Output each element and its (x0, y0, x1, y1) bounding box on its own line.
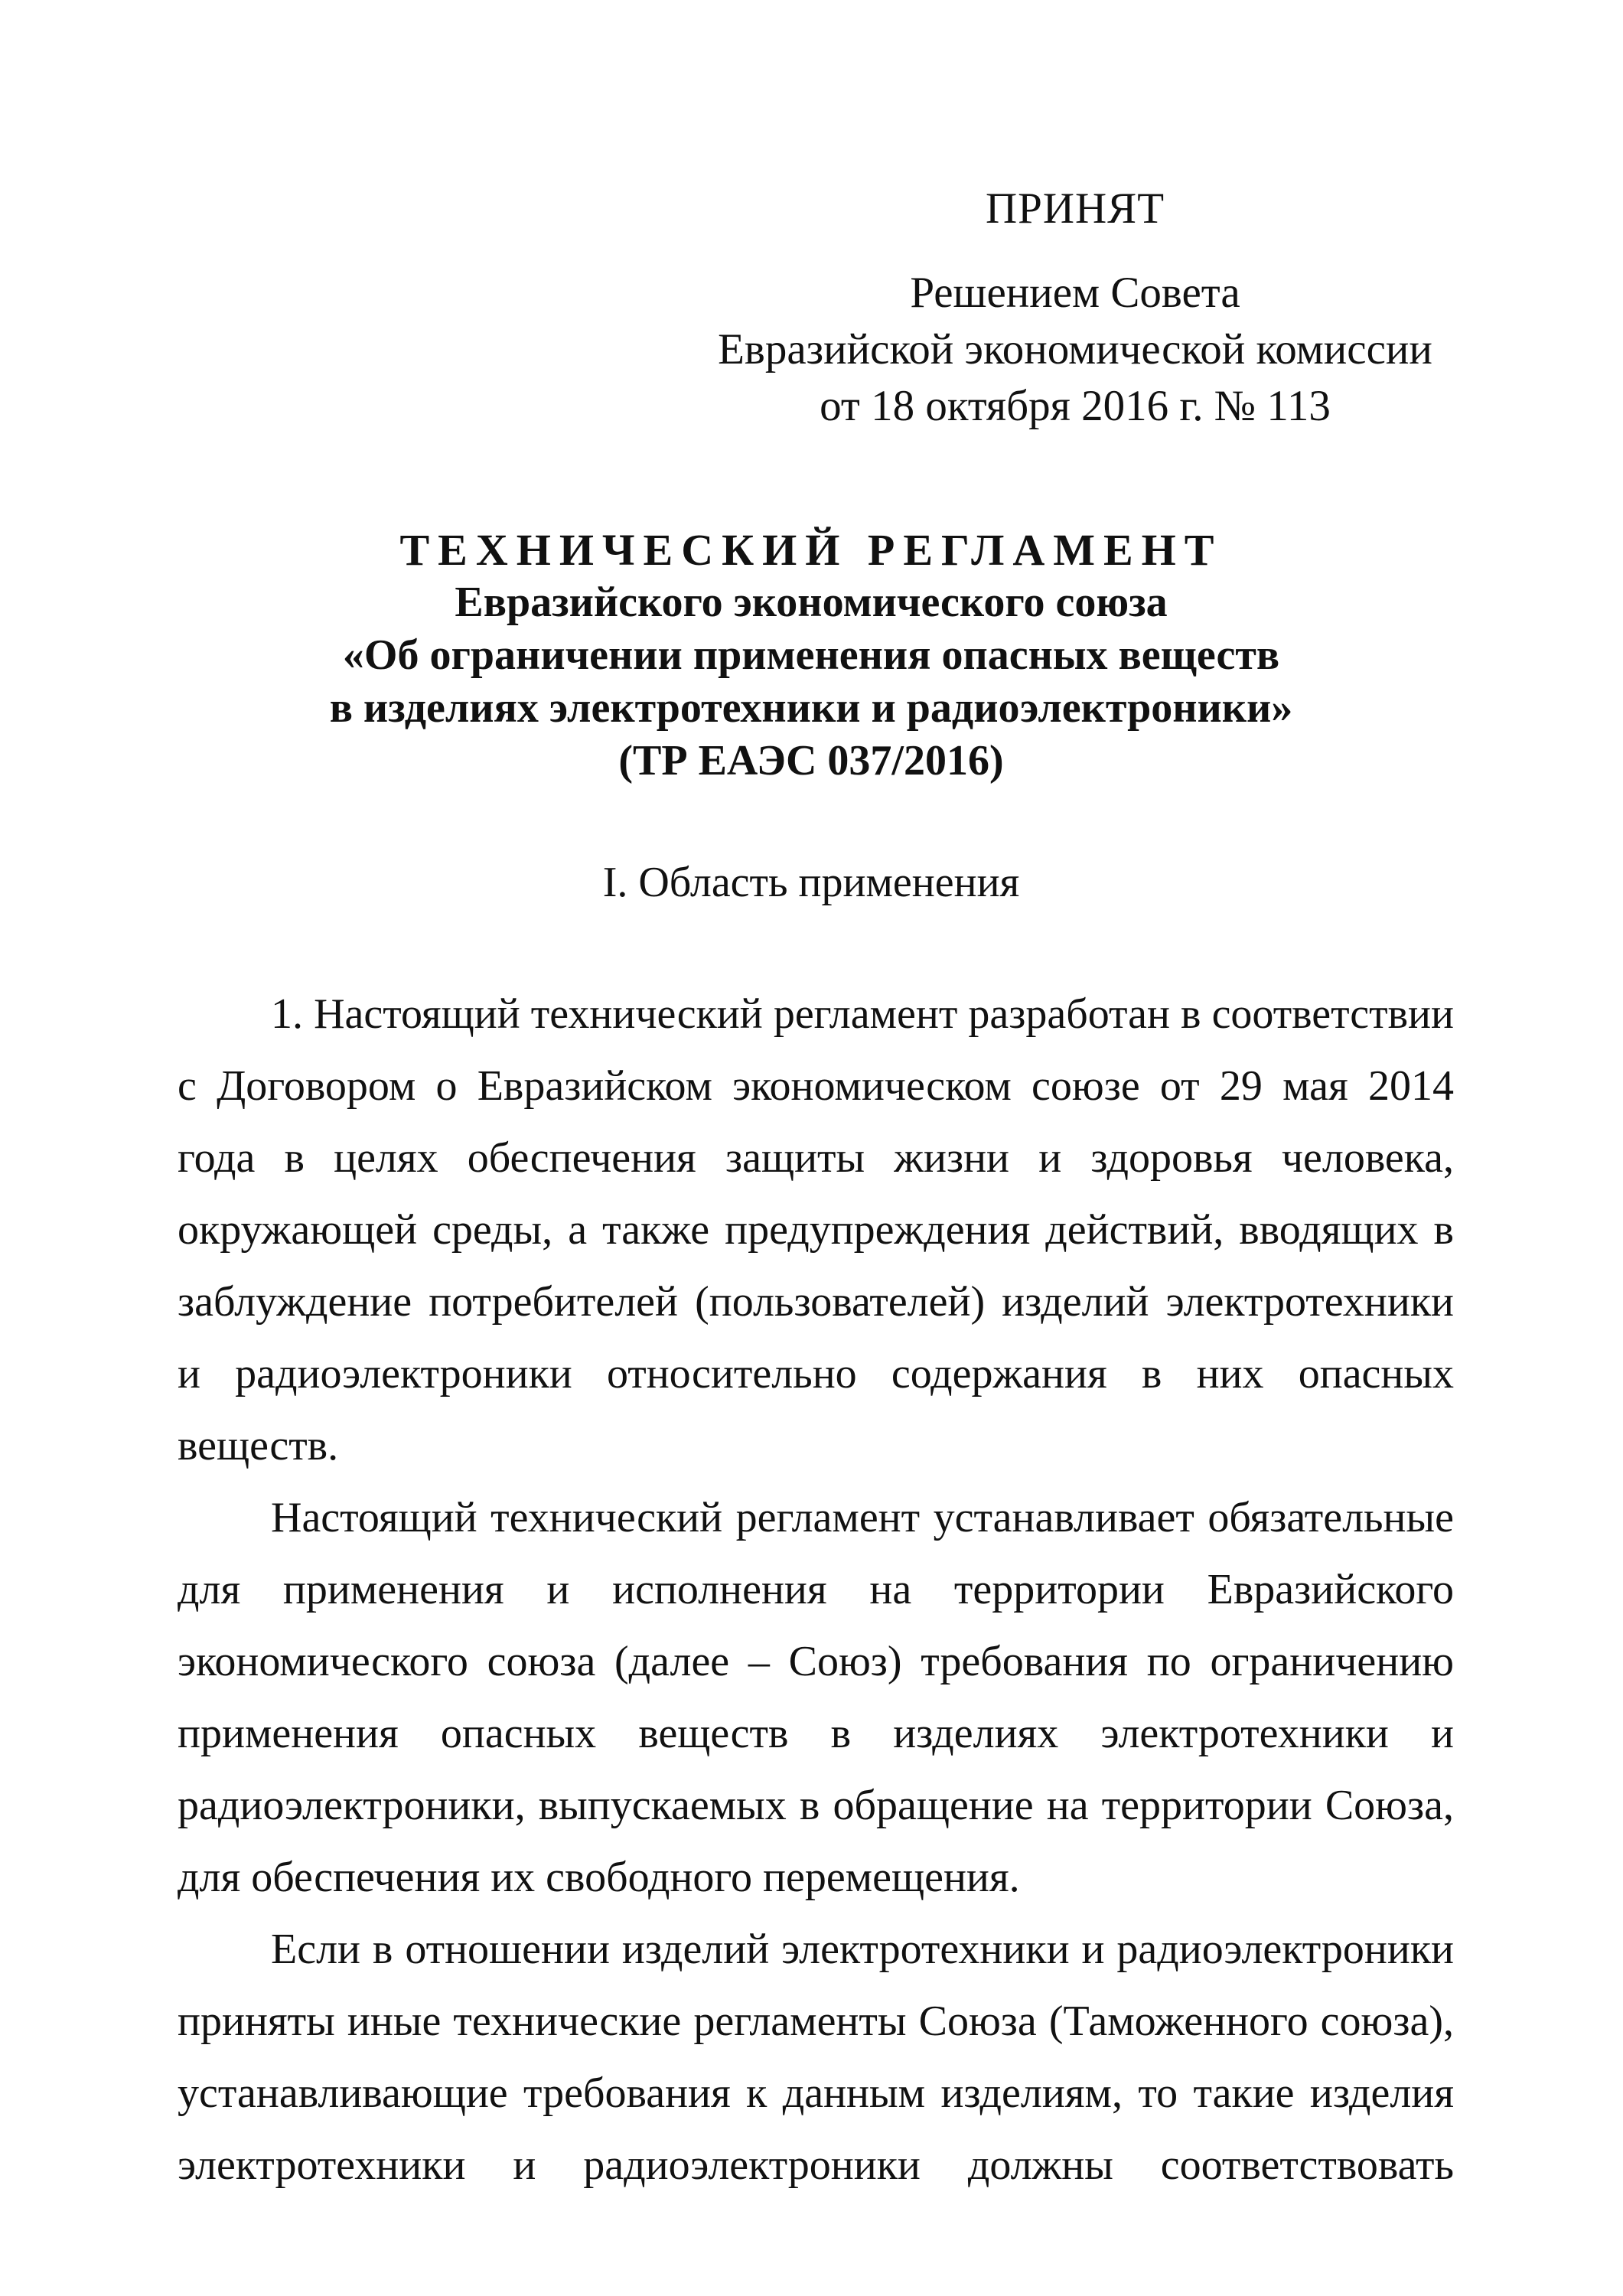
document-type: ТЕХНИЧЕСКИЙ РЕГЛАМЕНТ (399, 525, 1223, 575)
title-line: «Об ограничении применения опасных веществ (342, 631, 1280, 679)
approval-block (689, 181, 1462, 435)
approval-line: от 18 октября 2016 г. № 113 (820, 382, 1331, 430)
approval-line: Решением Совета (910, 269, 1240, 317)
paragraph-1: 1. Настоящий технический регламент разработан в соответствии с Договором о Евразийском экономическом союзе от 29 мая 2014 года в целях обеспечения защиты жизни и здоровья человека, окружающей среды, а также предупреждения действий, вводящих в заблуждение потребителей (пользователей) изделий электротехники и радиоэлектроники относительно содержания в них опасных веществ. (178, 990, 1454, 1469)
paragraph-3: Если в отношении изделий электротехники и радиоэлектроники приняты иные технические регламенты Союза (Таможенного союза), устанавливающие требования к данным изделиям, то такие изделия электротехники и радиоэлектроники должны соответствовать (178, 1926, 1454, 2189)
title-line: в изделиях электротехники и радиоэлектроники» (329, 684, 1293, 732)
approval-status: ПРИНЯТ (985, 184, 1165, 233)
approval-line: Евразийской экономической комиссии (718, 325, 1432, 373)
title-line: Евразийского экономического союза (455, 579, 1168, 626)
document-body (178, 978, 1454, 2201)
document-code: (ТР ЕАЭС 037/2016) (618, 737, 1004, 784)
document-title (176, 523, 1446, 788)
section-heading: I. Область применения (602, 859, 1020, 906)
paragraph-2: Настоящий технический регламент устанавливает обязательные для применения и исполнения на территории Евразийского экономического союза (далее – Союз) требования по ограничению применения опасных веществ в изделиях электротехники и радиоэлектроники, выпускаемых в обращение на территории Союза, для обеспечения их свободного перемещения. (178, 1494, 1454, 1901)
